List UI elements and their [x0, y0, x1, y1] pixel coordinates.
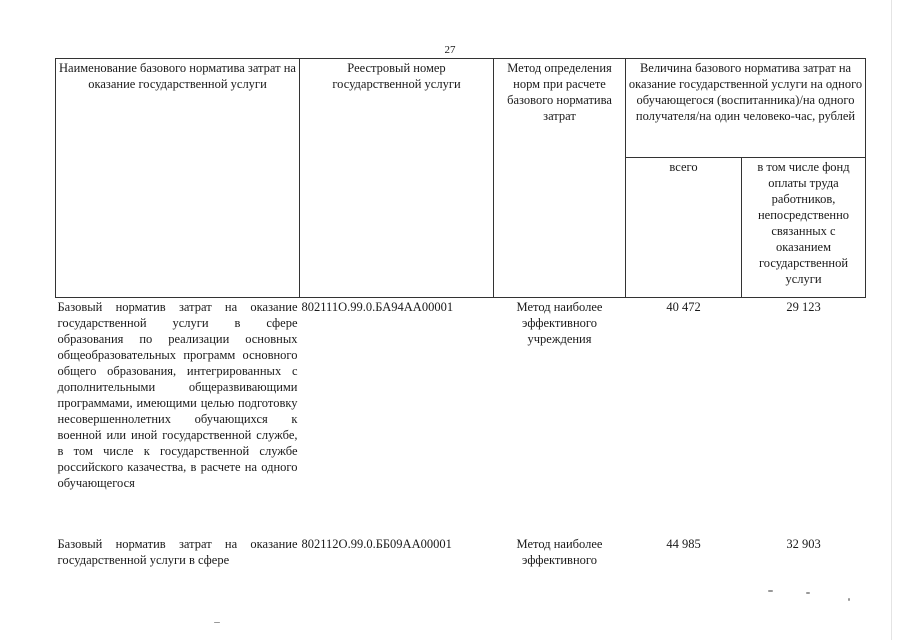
row-fund: 32 903 [786, 537, 821, 551]
row-name: Базовый норматив затрат на оказание государственной услуги в сфере [57, 537, 298, 567]
header-total: всего [626, 158, 742, 298]
header-fund: в том числе фонд оплаты труда работников, непосредственно связанных с оказанием государственной услуги [742, 158, 866, 298]
row-registry: 802112О.99.0.ББ09АА00001 [301, 537, 452, 551]
header-registry: Реестровый номер государственной услуги [300, 59, 494, 298]
scan-speck [806, 592, 810, 594]
row-total: 40 472 [666, 300, 701, 314]
row-method: Метод наиболее эффективного [516, 537, 603, 567]
header-value: Величина базового норматива затрат на оказание государственной услуги на одного обучающегося (воспитанника)/на одного получателя/на один человеко-час, рублей [626, 59, 866, 158]
scan-speck [848, 598, 850, 601]
table-row [56, 532, 866, 569]
table-header-row [56, 59, 866, 158]
header-method: Метод определения норм при расчете базового норматива затрат [494, 59, 626, 298]
scan-edge-line [891, 0, 892, 640]
row-fund: 29 123 [786, 300, 821, 314]
scan-speck [768, 590, 773, 592]
norm-table [55, 58, 866, 569]
row-total: 44 985 [666, 537, 701, 551]
header-name: Наименование базового норматива затрат на оказание государственной услуги [56, 59, 300, 298]
row-name: Базовый норматив затрат на оказание государственной услуги в сфере образования по реализации основных общеобразовательных программ основного общего образования, интегрированных с дополнительными общеразвивающими программами, имеющими целью подготовку несовершеннолетних обучающихся к военной или иной государственной службе, в том числе к государственной службе российского казачества, в расчете на одного обучающегося [57, 300, 298, 490]
table-row [56, 298, 866, 533]
scan-speck [214, 622, 220, 623]
page-number: 27 [444, 44, 456, 56]
row-registry: 802111О.99.0.БА94АА00001 [301, 300, 454, 314]
row-method: Метод наиболее эффективного учреждения [516, 300, 603, 346]
